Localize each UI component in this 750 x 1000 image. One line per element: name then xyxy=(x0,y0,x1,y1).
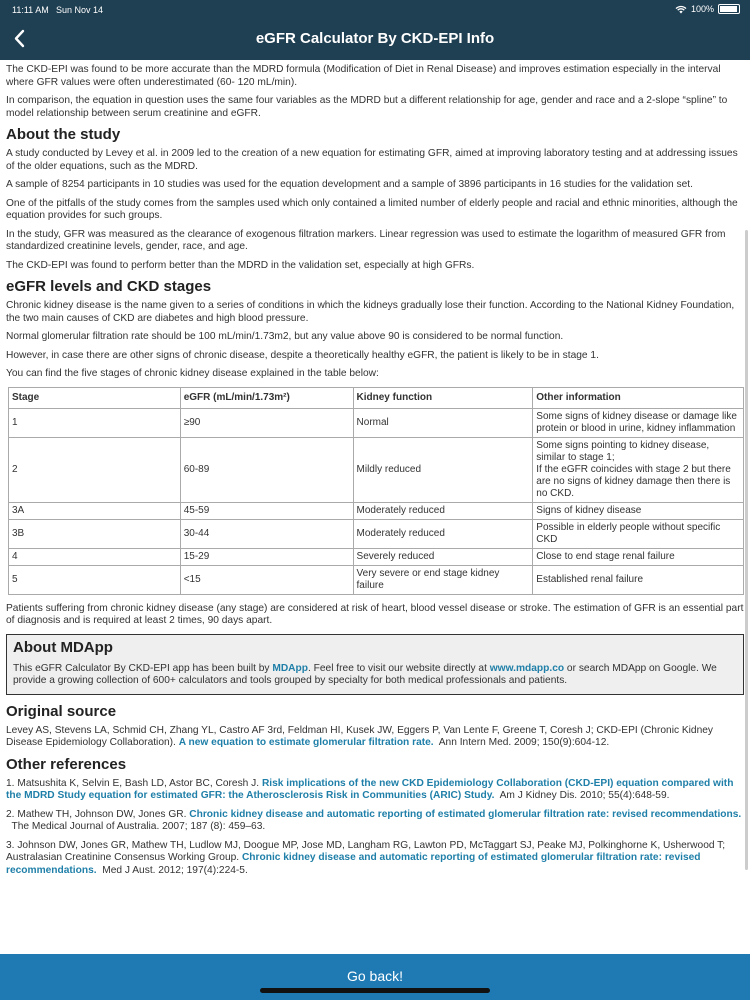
status-time: 11:11 AM xyxy=(12,5,49,15)
page-title: eGFR Calculator By CKD-EPI Info xyxy=(255,30,495,47)
table-cell: 30-44 xyxy=(180,519,353,548)
table-cell: 3A xyxy=(9,502,181,519)
levels-paragraph: You can find the five stages of chronic kidney disease explained in the table below: xyxy=(6,368,379,379)
reference-text: Med J Aust. 2012; 197(4):224-5. xyxy=(96,864,248,876)
table-row xyxy=(9,437,744,502)
table-cell: 5 xyxy=(9,565,181,594)
study-heading: About the study xyxy=(6,126,121,143)
levels-paragraph: Normal glomerular filtration rate should be 100 mL/min/1.73m2, but any value above 90 is considered to be normal function. xyxy=(6,331,564,342)
reference-link[interactable]: Chronic kidney disease and automatic reporting of estimated glomerular filtration rate: revised recommendations. xyxy=(6,852,701,876)
study-paragraph: A study conducted by Levey et al. in 2009 led to the creation of a new equation for estimating GFR, aimed at improving laboratory testing and at addressing issues of the older equations, such as the MDRD. xyxy=(6,148,738,172)
wifi-icon xyxy=(675,5,687,14)
citation-text: Ann Intern Med. 2009; 150(9):604-12. xyxy=(433,737,610,748)
table-row xyxy=(9,565,744,594)
table-cell: 4 xyxy=(9,548,181,565)
column-header: Kidney function xyxy=(353,387,533,408)
table-row xyxy=(9,548,744,565)
table-cell: <15 xyxy=(180,565,353,594)
table-cell: Severely reduced xyxy=(353,548,533,565)
ckd-stages-table xyxy=(8,387,744,595)
table-cell: Established renal failure xyxy=(533,565,744,594)
intro-paragraph: In comparison, the equation in question uses the same four variables as the MDRD but a different relationship for age, gender and race and a 2-slope “spline” to model relationship between serum creatinine and eGFR. xyxy=(6,95,728,119)
battery-icon xyxy=(718,4,740,14)
table-row xyxy=(9,502,744,519)
reference-text: 3. Johnson DW, Jones GR, Mathew TH, Ludlow MJ, Doogue MP, Jose MD, Langham RG, Lawton PD, McTaggart SJ, Peake MJ, Polkinghorne K, Usherwood T; Australasian Creatinine Consensus Working Group. xyxy=(6,839,726,863)
nav-bar xyxy=(0,20,750,60)
reference-text: The Medical Journal of Australia. 2007; 187 (8): 459–63. xyxy=(6,821,266,832)
source-heading: Original source xyxy=(6,702,117,720)
table-cell: Some signs of kidney disease or damage like protein or blood in urine, kidney inflammation xyxy=(533,408,744,437)
table-header-row xyxy=(9,387,744,408)
references-heading: Other references xyxy=(6,755,127,773)
reference-link[interactable]: Risk implications of the new CKD Epidemiology Collaboration (CKD-EPI) equation compared with the MDRD Study equation for estimated GFR: the Atherosclerosis Risk in Communities (ARIC) Study. xyxy=(6,777,734,801)
scrollbar[interactable] xyxy=(745,230,748,870)
table-cell: Signs of kidney disease xyxy=(533,502,744,519)
risk-paragraph: Patients suffering from chronic kidney disease (any stage) are considered at risk of heart, blood vessel disease or stroke. The estimation of GFR is an essential part of diagnosis and is required at least 2 times, 90 days apart. xyxy=(6,602,744,626)
reference-item xyxy=(6,840,744,878)
about-text-part: . Feel free to visit our website directly at xyxy=(308,662,490,674)
reference-text: Am J Kidney Dis. 2010; 55(4):648-59. xyxy=(494,790,670,801)
intro-paragraph: The CKD-EPI was found to be more accurate than the MDRD formula (Modification of Diet in Renal Disease) and improves estimation especially in the interval where GFR values were often underestimated (60- 120 mL/min). xyxy=(6,64,721,88)
website-link[interactable]: www.mdapp.co xyxy=(489,662,565,674)
table-cell: Normal xyxy=(353,408,533,437)
column-header: Stage xyxy=(9,387,181,408)
citation-text: Levey AS, Stevens LA, Schmid CH, Zhang YL, Castro AF 3rd, Feldman HI, Kusek JW, Eggers P, Van Lente F, Greene T, Coresh J; CKD-EPI (Chronic Kidney Disease Epidemiology Collaboration). xyxy=(6,724,714,748)
levels-paragraph: Chronic kidney disease is the name given to a series of conditions in which the kidneys gradually lose their function. According to the National Kidney Foundation, the two main causes of CKD are diabetes and high blood pressure. xyxy=(6,300,735,324)
column-header: Other information xyxy=(533,387,744,408)
home-indicator[interactable] xyxy=(260,988,490,993)
about-text-part: or search MDApp on Google. We provide a growing collection of 600+ calculators and tools grouped by specialty for both medical professionals and patients. xyxy=(13,662,717,686)
table-cell: 2 xyxy=(9,437,181,502)
table-row xyxy=(9,519,744,548)
table-cell: 3B xyxy=(9,519,181,548)
info-content[interactable] xyxy=(6,60,744,952)
table-cell: Mildly reduced xyxy=(353,437,533,502)
table-cell: Some signs pointing to kidney disease, similar to stage 1; If the eGFR coincides with stage 2 but there are no signs of kidney damage then there is no CKD. xyxy=(533,437,744,502)
study-paragraph: In the study, GFR was measured as the clearance of exogenous filtration markers. Linear regression was used to estimate the logarithm of measured GFR from standardized creatinine levels, gender, race, and age. xyxy=(6,228,726,252)
source-link[interactable]: A new equation to estimate glomerular filtration rate. xyxy=(178,737,434,748)
reference-link[interactable]: Chronic kidney disease and automatic reporting of estimated glomerular filtration rate: revised recommendations. xyxy=(189,808,742,820)
table-cell: 1 xyxy=(9,408,181,437)
table-cell: 45-59 xyxy=(180,502,353,519)
about-heading: About MDApp xyxy=(13,638,113,656)
table-row xyxy=(9,408,744,437)
about-mdapp-box xyxy=(6,634,744,695)
about-text xyxy=(13,663,737,688)
reference-text: 2. Mathew TH, Johnson DW, Jones GR. xyxy=(6,808,190,820)
go-back-button[interactable]: Go back! xyxy=(346,968,404,984)
table-cell: 15-29 xyxy=(180,548,353,565)
levels-heading: eGFR levels and CKD stages xyxy=(6,278,212,295)
about-text-part: This eGFR Calculator By CKD-EPI app has been built by xyxy=(13,662,273,674)
source-citation xyxy=(6,725,744,750)
levels-paragraph: However, in case there are other signs of chronic disease, despite a theoretically healthy eGFR, the patient is likely to be in stage 1. xyxy=(6,349,599,361)
study-paragraph: A sample of 8254 participants in 10 studies was used for the equation development and a sample of 3896 participants in 16 studies for the validation set. xyxy=(6,179,693,190)
table-cell: Moderately reduced xyxy=(353,519,533,548)
battery-percent: 100% xyxy=(690,4,714,14)
study-paragraph: One of the pitfalls of the study comes from the samples used which only contained a limited number of elderly people and racial and ethnic minorities, although the equation provides for such groups. xyxy=(6,197,738,221)
reference-item xyxy=(6,778,744,803)
status-right xyxy=(675,4,740,14)
table-cell: Moderately reduced xyxy=(353,502,533,519)
column-header: eGFR (mL/min/1.73m²) xyxy=(180,387,353,408)
reference-item xyxy=(6,809,744,834)
status-bar xyxy=(0,0,750,20)
status-date: Sun Nov 14 xyxy=(56,5,104,15)
study-paragraph: The CKD-EPI was found to perform better than the MDRD in the validation set, especially at high GFRs. xyxy=(6,259,475,271)
footer-bar xyxy=(0,954,750,1000)
table-cell: Possible in elderly people without specific CKD xyxy=(533,519,744,548)
table-cell: ≥90 xyxy=(180,408,353,437)
table-cell: Very severe or end stage kidney failure xyxy=(353,565,533,594)
table-cell: 60-89 xyxy=(180,437,353,502)
table-cell: Close to end stage renal failure xyxy=(533,548,744,565)
reference-text: 1. Matsushita K, Selvin E, Bash LD, Astor BC, Coresh J. xyxy=(6,777,262,789)
mdapp-link[interactable]: MDApp xyxy=(272,662,308,674)
